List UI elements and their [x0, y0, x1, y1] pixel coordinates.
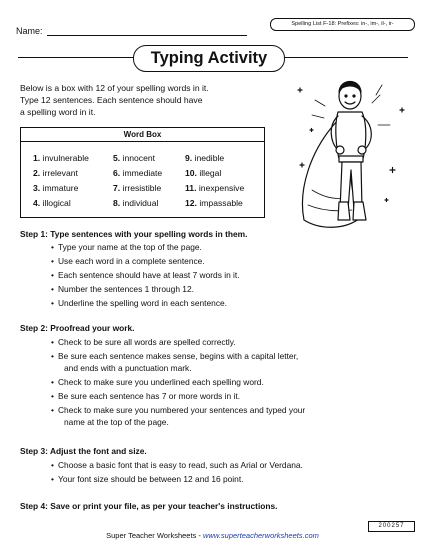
step-2-bullet: • Be sure each sentence makes sense, begins with a capital letter,: [51, 351, 299, 361]
step-3-bullet: • Choose a basic font that is easy to read, such as Arial or Verdana.: [51, 460, 303, 470]
intro-line: Type 12 sentences. Each sentence should have: [20, 95, 203, 105]
superhero-icon: [290, 70, 415, 240]
name-label: Name:: [16, 26, 43, 36]
word-box-heading: Word Box: [21, 128, 264, 142]
step-2-bullet: • Be sure each sentence has 7 or more words in it.: [51, 391, 241, 401]
step-2-bullet-continued: and ends with a punctuation mark.: [64, 363, 192, 373]
word-item: 10. illegal: [185, 168, 222, 178]
word-item: 6. immediate: [113, 168, 163, 178]
word-item: 4. illogical: [33, 198, 71, 208]
step-1-bullet: • Number the sentences 1 through 12.: [51, 284, 194, 294]
step-1-bullet: • Use each word in a complete sentence.: [51, 256, 205, 266]
footer-link[interactable]: www.superteacherworksheets.com: [202, 531, 319, 540]
step-3-heading: Step 3: Adjust the font and size.: [20, 446, 147, 456]
step-1-heading: Step 1: Type sentences with your spelling words in them.: [20, 229, 248, 239]
name-line: [47, 35, 247, 36]
step-1-bullet: • Type your name at the top of the page.: [51, 242, 202, 252]
step-2-bullet: • Check to be sure all words are spelled correctly.: [51, 337, 236, 347]
spelling-list-tag: Spelling List F-18: Prefixes: in-, im-, il-, ir-: [270, 18, 415, 31]
word-item: 1. invulnerable: [33, 153, 89, 163]
step-1-bullet: • Each sentence should have at least 7 words in it.: [51, 270, 240, 280]
word-item: 8. individual: [113, 198, 159, 208]
step-2-bullet: • Check to make sure you numbered your sentences and typed your: [51, 405, 306, 415]
word-item: 11. inexpensive: [185, 183, 245, 193]
title-rule-left: [18, 57, 134, 58]
word-item: 5. innocent: [113, 153, 156, 163]
word-item: 12. impassable: [185, 198, 243, 208]
step-2-bullet-continued: name at the top of the page.: [64, 417, 169, 427]
page-title: Typing Activity: [133, 45, 285, 72]
word-item: 9. inedible: [185, 153, 225, 163]
word-item: 2. irrelevant: [33, 168, 78, 178]
step-2-heading: Step 2: Proofread your work.: [20, 323, 135, 333]
word-item: 7. irresistible: [113, 183, 162, 193]
step-2-bullet: • Check to make sure you underlined each spelling word.: [51, 377, 264, 387]
worksheet-code: 200257: [368, 521, 415, 532]
intro-line: a spelling word in it.: [20, 107, 96, 117]
step-4-heading: Step 4: Save or print your file, as per your teacher's instructions.: [20, 501, 278, 511]
step-1-bullet: • Underline the spelling word in each sentence.: [51, 298, 228, 308]
word-item: 3. immature: [33, 183, 79, 193]
title-rule-right: [284, 57, 408, 58]
footer-text: Super Teacher Worksheets -: [106, 531, 203, 540]
intro-line: Below is a box with 12 of your spelling words in it.: [20, 83, 209, 93]
step-3-bullet: • Your font size should be between 12 and 16 point.: [51, 474, 244, 484]
intro-text: [20, 82, 260, 118]
footer: [0, 531, 425, 540]
